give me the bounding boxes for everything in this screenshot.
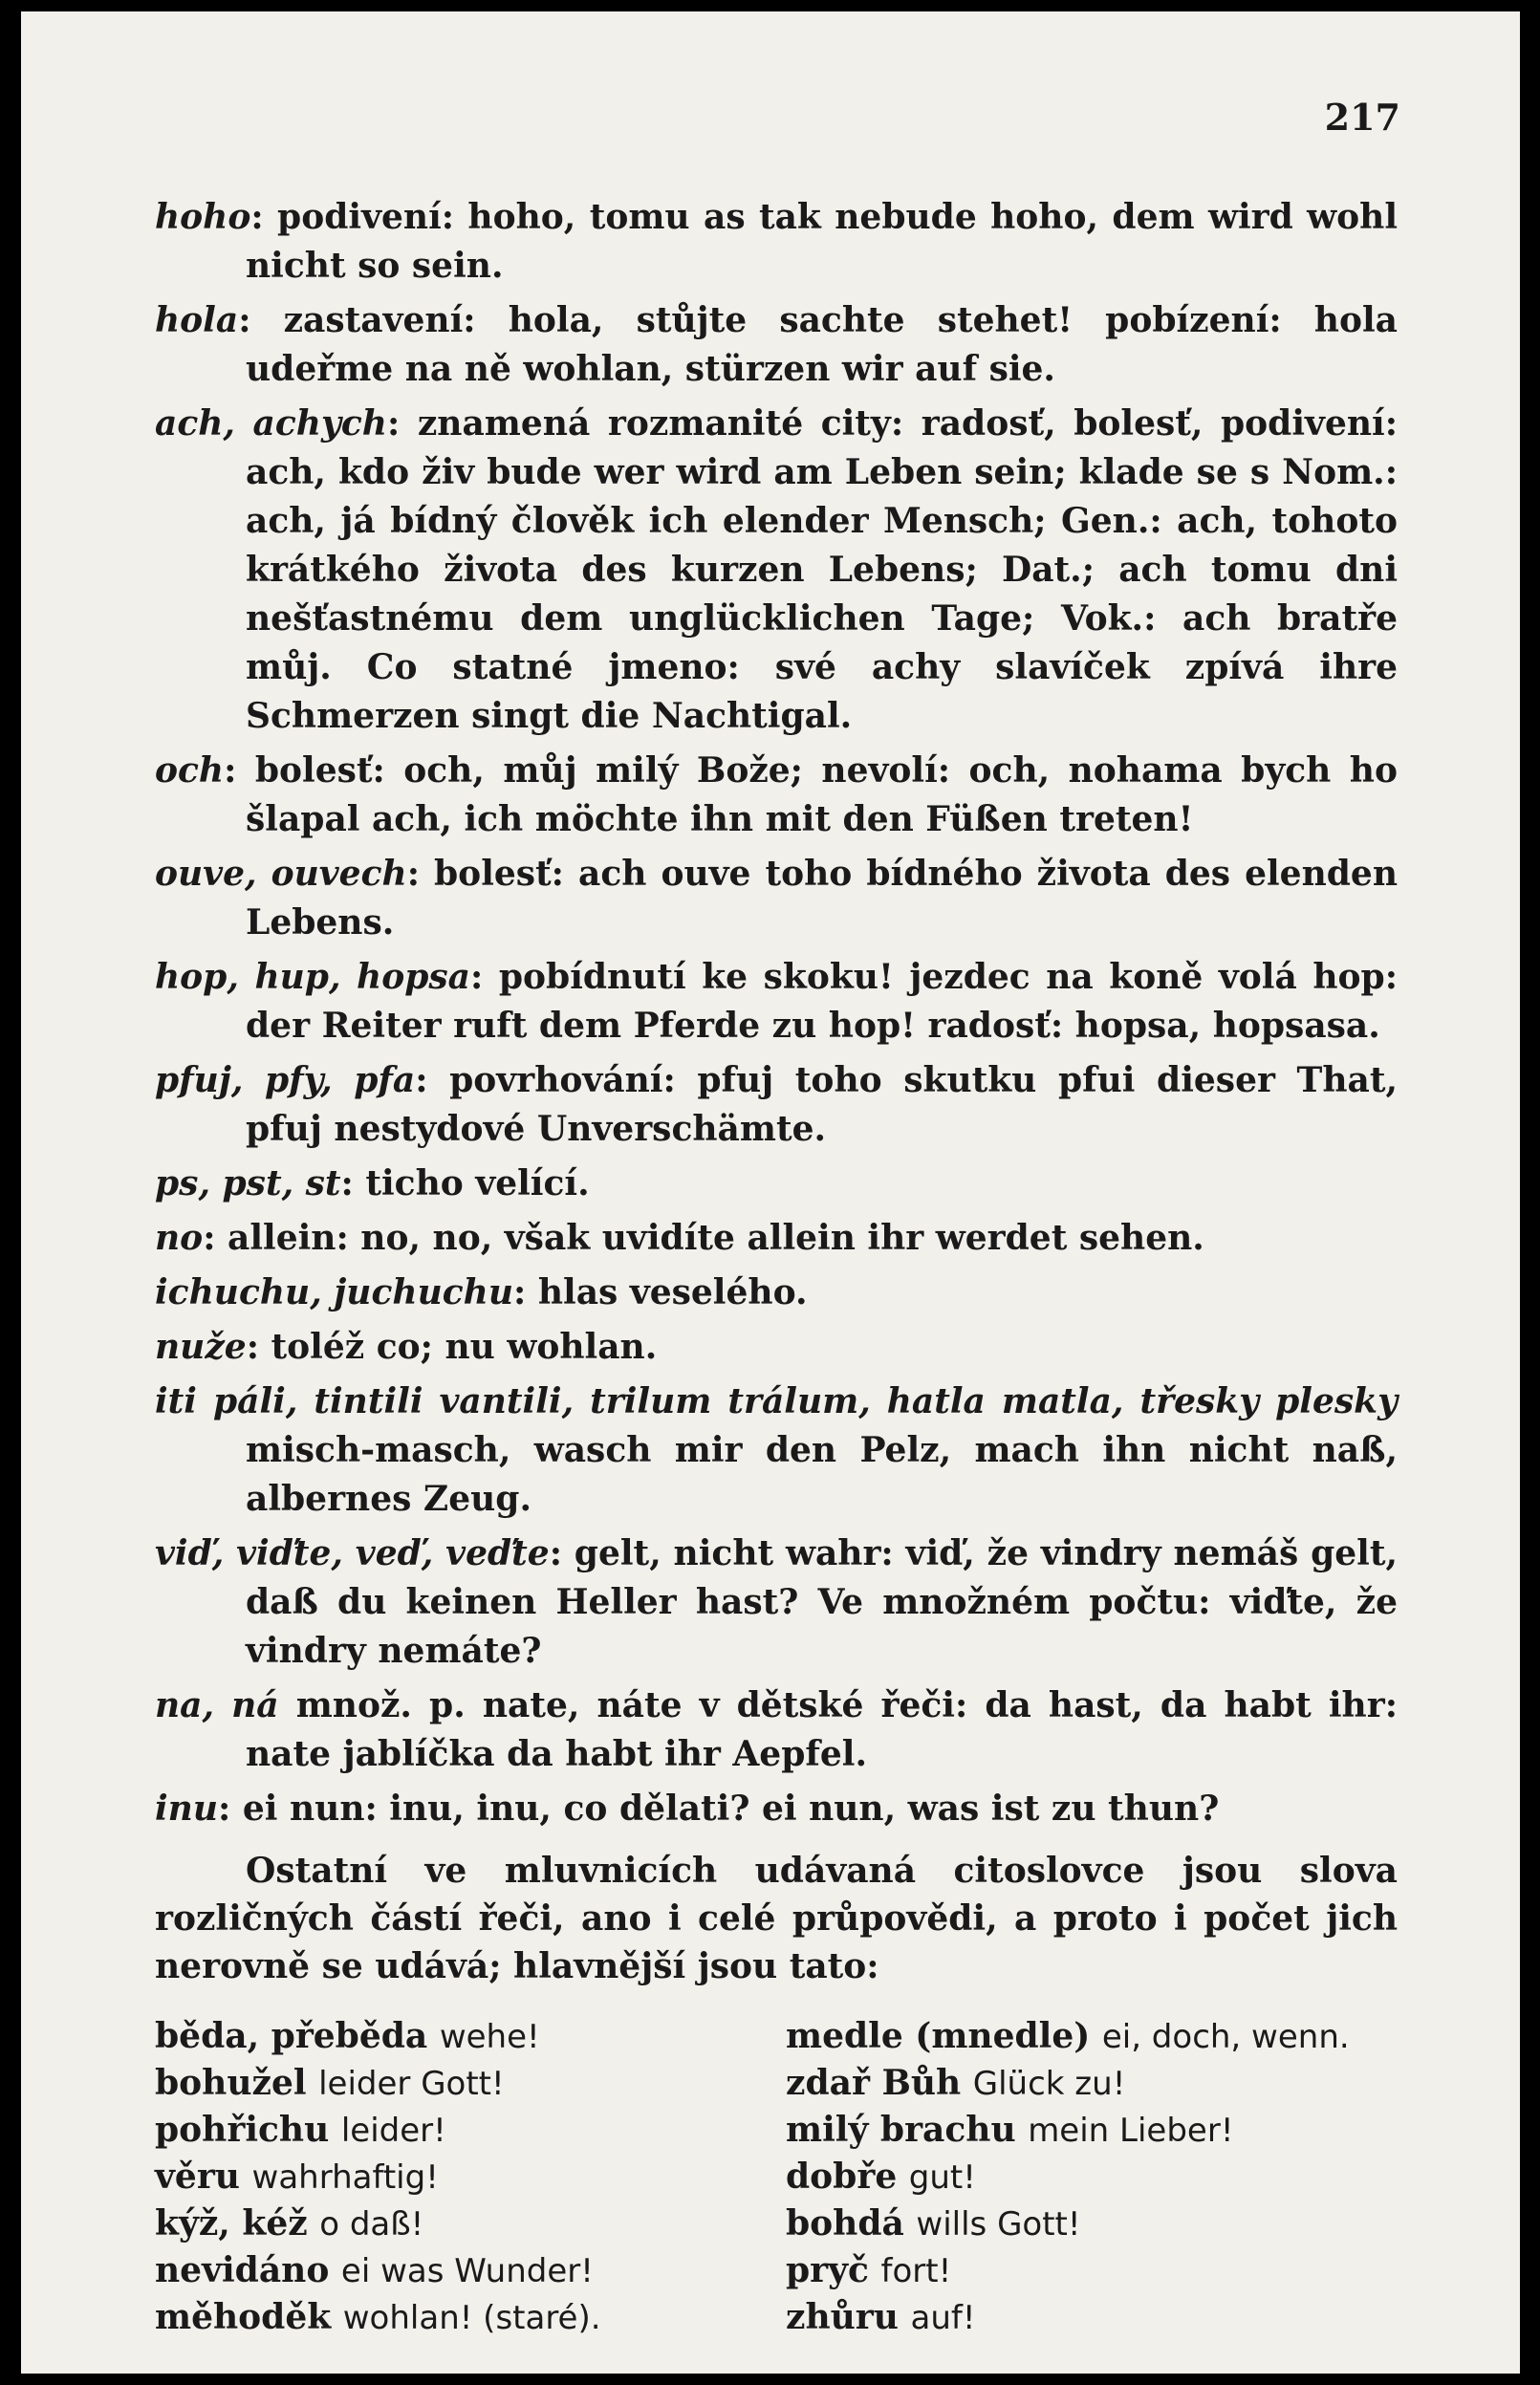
entry-text: : bolesť: ach ouve toho bídného života des elenden Lebens. — [246, 854, 1398, 943]
czech-term: zhůru — [786, 2297, 899, 2337]
german-term: o daß! — [319, 2205, 424, 2244]
german-term: leider! — [340, 2112, 446, 2150]
entry-text: : gelt, nicht wahr: viď, že vindry nemáš gelt, daß du keinen Heller hast? Ve množném počtu: viďte, že vindry nemáte? — [246, 1533, 1398, 1671]
entry-text: : povrhování: pfuj toho skutku pfui dieser That, pfuj nestydové Unverschämte. — [246, 1060, 1398, 1149]
interjection-pair — [786, 2107, 1378, 2154]
entry-head: na, ná — [155, 1685, 279, 1725]
entry-text: : bolesť: och, můj milý Bože; nevolí: och, nohama bych ho šlapal ach, ich möchte ihn mit den Füßen treten! — [224, 750, 1398, 839]
interjection-pair — [155, 2060, 748, 2107]
entry-head: iti páli, tintili vantili, trilum trálum, hatla matla, třesky plesky — [155, 1381, 1398, 1421]
entry-text: : allein: no, no, však uvidíte allein ihr werdet sehen. — [203, 1218, 1204, 1258]
entry — [155, 400, 1398, 741]
czech-term: pohřichu — [155, 2110, 330, 2150]
entry-head: ouve, ouvech — [155, 854, 407, 894]
czech-term: dobře — [786, 2157, 898, 2197]
right-column — [786, 2013, 1378, 2341]
interjection-pair — [155, 2107, 748, 2154]
entry — [155, 850, 1398, 947]
entry — [155, 1785, 1398, 1833]
czech-term: zdař Bůh — [786, 2063, 962, 2103]
entry — [155, 1214, 1398, 1263]
entry-text: : podivení: hoho, tomu as tak nebude hoho, dem wird wohl nicht so sein. — [246, 197, 1398, 286]
czech-term: bohdá — [786, 2203, 904, 2244]
entry-text: : pobídnutí ke skoku! jezdec na koně volá hop: der Reiter ruft dem Pferde zu hop! radosť: hopsa, hopsasa. — [246, 957, 1398, 1046]
interjection-pair — [786, 2201, 1378, 2247]
interjection-pair — [786, 2247, 1378, 2294]
entry-text: : toléž co; nu wohlan. — [246, 1327, 658, 1367]
entry-head: no — [155, 1218, 204, 1258]
entry — [155, 1160, 1398, 1208]
entry-head: hoho — [155, 197, 251, 237]
german-term: auf! — [910, 2299, 976, 2337]
german-term: gut! — [908, 2158, 976, 2197]
entry-text: : zastavení: hola, stůjte sachte stehet! pobízení: hola udeřme na ně wohlan, stürzen wir auf sie. — [238, 300, 1398, 389]
entry-head: ach, achych — [155, 403, 387, 444]
entry — [155, 1323, 1398, 1372]
entry-head: ps, pst, st — [155, 1163, 341, 1203]
entry-head: inu — [155, 1789, 219, 1829]
entry-head: pfuj, pfy, pfa — [155, 1060, 416, 1100]
german-term: ei was Wunder! — [340, 2252, 594, 2290]
entry-head: hop, hup, hopsa — [155, 957, 470, 997]
czech-term: kýž, kéž — [155, 2203, 308, 2244]
entry-head: ichuchu, juchuchu — [155, 1272, 514, 1312]
interjection-pair — [155, 2154, 748, 2201]
czech-term: medle (mnedle) — [786, 2016, 1091, 2056]
german-term: leider Gott! — [318, 2065, 505, 2103]
entry-text: : ei nun: inu, inu, co dělati? ei nun, was ist zu thun? — [218, 1789, 1220, 1829]
page-number: 217 — [1324, 96, 1400, 139]
page-body — [155, 193, 1398, 2341]
czech-term: milý brachu — [786, 2110, 1016, 2150]
summary-paragraph: Ostatní ve mluvnicích udávaná citoslovce jsou slova rozličných částí řeči, ano i celé průpovědi, a proto i počet jich nerovně se udává; hlavnější jsou tato: — [155, 1851, 1398, 1986]
interjection-pair — [786, 2294, 1378, 2341]
interjection-pair — [155, 2247, 748, 2294]
german-term: fort! — [880, 2252, 952, 2290]
entry-head: nuže — [155, 1327, 247, 1367]
interjection-columns — [155, 2013, 1398, 2341]
entry — [155, 1268, 1398, 1317]
czech-term: věru — [155, 2157, 240, 2197]
czech-term: bohužel — [155, 2063, 307, 2103]
entry-head: viď, viďte, veď, veďte — [155, 1533, 550, 1573]
left-column — [155, 2013, 748, 2341]
czech-term: měhoděk — [155, 2297, 332, 2337]
german-term: wahrhaftig! — [251, 2158, 439, 2197]
entry — [155, 1529, 1398, 1676]
entry — [155, 1681, 1398, 1779]
entry — [155, 193, 1398, 291]
czech-term: běda, přeběda — [155, 2016, 428, 2056]
german-term: wills Gott! — [916, 2205, 1081, 2244]
entry — [155, 747, 1398, 844]
entry — [155, 1377, 1398, 1524]
entry-head: och — [155, 750, 225, 791]
czech-term: nevidáno — [155, 2250, 330, 2290]
interjection-pair — [786, 2060, 1378, 2107]
entry-list — [155, 193, 1398, 1833]
interjection-pair — [786, 2154, 1378, 2201]
czech-term: pryč — [786, 2250, 869, 2290]
interjection-pair — [786, 2013, 1378, 2060]
german-term: mein Lieber! — [1028, 2112, 1234, 2150]
entry-text: : znamená rozmanité city: radosť, bolesť, podivení: ach, kdo živ bude wer wird am Leben sein; klade se s Nom.: ach, já bídný člověk ich elender Mensch; Gen.: ach, tohoto krátkého života des kurzen Lebens; Dat.; ach tomu dni nešťastnému dem unglücklichen Tage; Vok.: ach bratře můj. Co statné jmeno: své achy slavíček zpívá ihre Schmerzen singt die Nachtigal. — [246, 403, 1398, 736]
entry-text: misch-masch, wasch mir den Pelz, mach ihn nicht naß, albernes Zeug. — [246, 1430, 1398, 1519]
interjection-pair — [155, 2013, 748, 2060]
entry-text: množ. p. nate, náte v dětské řeči: da hast, da habt ihr: nate jablíčka da habt ihr Aepfel. — [246, 1685, 1398, 1774]
entry — [155, 953, 1398, 1051]
entry-head: hola — [155, 300, 239, 340]
entry — [155, 296, 1398, 394]
german-term: wehe! — [439, 2018, 540, 2056]
german-term: ei, doch, wenn. — [1101, 2018, 1350, 2056]
entry — [155, 1056, 1398, 1154]
german-term: wohlan! (staré). — [342, 2299, 601, 2337]
entry-text: : hlas veselého. — [513, 1272, 808, 1312]
german-term: Glück zu! — [972, 2065, 1126, 2103]
interjection-pair — [155, 2294, 748, 2341]
book-page — [21, 11, 1520, 2374]
entry-text: : ticho velící. — [340, 1163, 590, 1203]
interjection-pair — [155, 2201, 748, 2247]
